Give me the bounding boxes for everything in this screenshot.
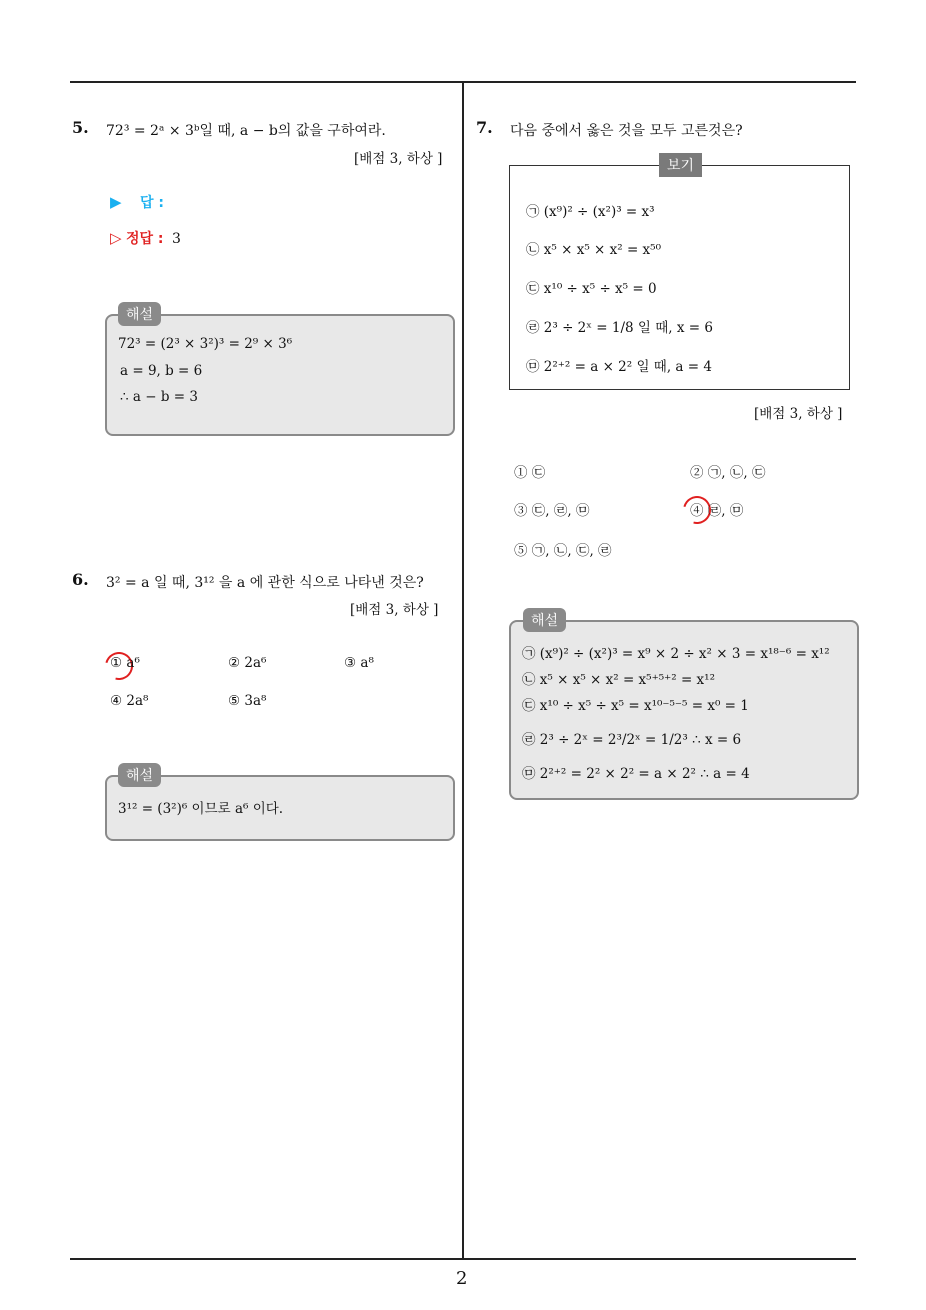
q6-choice-4[interactable]: ④ 2a⁸ <box>110 693 149 709</box>
q6-solution-tag: 해설 <box>118 763 161 787</box>
q7-solution-line-2: ㉡ x⁵ × x⁵ × x² = x⁵⁺⁵⁺² = x¹² <box>522 672 715 688</box>
q7-solution-tag: 해설 <box>523 608 566 632</box>
q6-choice-1[interactable]: ① a⁶ <box>110 655 140 671</box>
triangle-outline-icon: ▷ <box>110 229 122 247</box>
q7-choice-1[interactable]: ① ㉢ <box>514 465 546 481</box>
q7-bogi-item-1: ㉠ (x⁹)² ÷ (x²)³ = x³ <box>526 204 655 220</box>
q5-solution-line-1: 72³ = (2³ × 3²)³ = 2⁹ × 3⁶ <box>118 336 293 352</box>
q6-number: 6. <box>72 570 89 589</box>
q6-text: 3² = a 일 때, 3¹² 을 a 에 관한 식으로 나타낸 것은? <box>106 575 424 591</box>
q7-solution-line-1: ㉠ (x⁹)² ÷ (x²)³ = x⁹ × 2 ÷ x² × 3 = x¹⁸⁻⁶ = x¹² <box>522 646 830 662</box>
q7-choice-3[interactable]: ③ ㉢, ㉣, ㉤ <box>514 503 590 519</box>
q7-score: [배점 3, 하상 ] <box>754 406 843 422</box>
q7-choice-2[interactable]: ② ㉠, ㉡, ㉢ <box>690 465 766 481</box>
q7-solution-line-5: ㉤ 2²⁺² = 2² × 2² = a × 2² ∴ a = 4 <box>522 766 750 782</box>
q6-choice-2[interactable]: ② 2a⁶ <box>228 655 267 671</box>
q7-choice-4[interactable]: ④ ㉣, ㉤ <box>690 503 744 519</box>
q7-solution-line-3: ㉢ x¹⁰ ÷ x⁵ ÷ x⁵ = x¹⁰⁻⁵⁻⁵ = x⁰ = 1 <box>522 698 749 714</box>
q7-solution-line-4: ㉣ 2³ ÷ 2ˣ = 2³/2ˣ = 1/2³ ∴ x = 6 <box>522 732 742 748</box>
q5-correct-label: 정답 : <box>126 231 164 247</box>
q7-bogi-item-3: ㉢ x¹⁰ ÷ x⁵ ÷ x⁵ = 0 <box>526 281 657 297</box>
q7-number: 7. <box>476 118 493 137</box>
q5-text: 72³ = 2ᵃ × 3ᵇ일 때, a − b의 값을 구하여라. <box>106 123 386 139</box>
q5-answer-label: 답 : <box>140 195 164 211</box>
q7-bogi-tag: 보기 <box>659 153 702 177</box>
column-divider <box>462 82 464 1259</box>
q5-answer-row <box>110 192 164 212</box>
q6-score: [배점 3, 하상 ] <box>350 602 439 618</box>
q6-solution-line-1: 3¹² = (3²)⁶ 이므로 a⁶ 이다. <box>118 801 284 817</box>
q7-bogi-item-5: ㉤ 2²⁺² = a × 2² 일 때, a = 4 <box>526 359 712 375</box>
page-number: 2 <box>456 1268 468 1289</box>
q5-correct-value: 3 <box>171 231 181 247</box>
q5-correct-row <box>110 228 181 248</box>
q6-choice-5[interactable]: ⑤ 3a⁸ <box>228 693 267 709</box>
bottom-rule <box>70 1258 856 1260</box>
q5-solution-line-2: a = 9, b = 6 <box>120 363 203 379</box>
q6-choice-3[interactable]: ③ a⁸ <box>344 655 374 671</box>
q7-text: 다음 중에서 옳은 것을 모두 고른것은? <box>510 123 743 139</box>
q5-number: 5. <box>72 118 89 137</box>
q5-solution-tag: 해설 <box>118 302 161 326</box>
q7-choice-5[interactable]: ⑤ ㉠, ㉡, ㉢, ㉣ <box>514 543 612 559</box>
q7-bogi-item-2: ㉡ x⁵ × x⁵ × x² = x⁵⁰ <box>526 242 661 258</box>
q5-solution-line-3: ∴ a − b = 3 <box>120 389 198 405</box>
play-icon: ▶ <box>110 193 122 211</box>
q7-bogi-item-4: ㉣ 2³ ÷ 2ˣ = 1/8 일 때, x = 6 <box>526 320 713 336</box>
q5-score: [배점 3, 하상 ] <box>354 151 443 167</box>
